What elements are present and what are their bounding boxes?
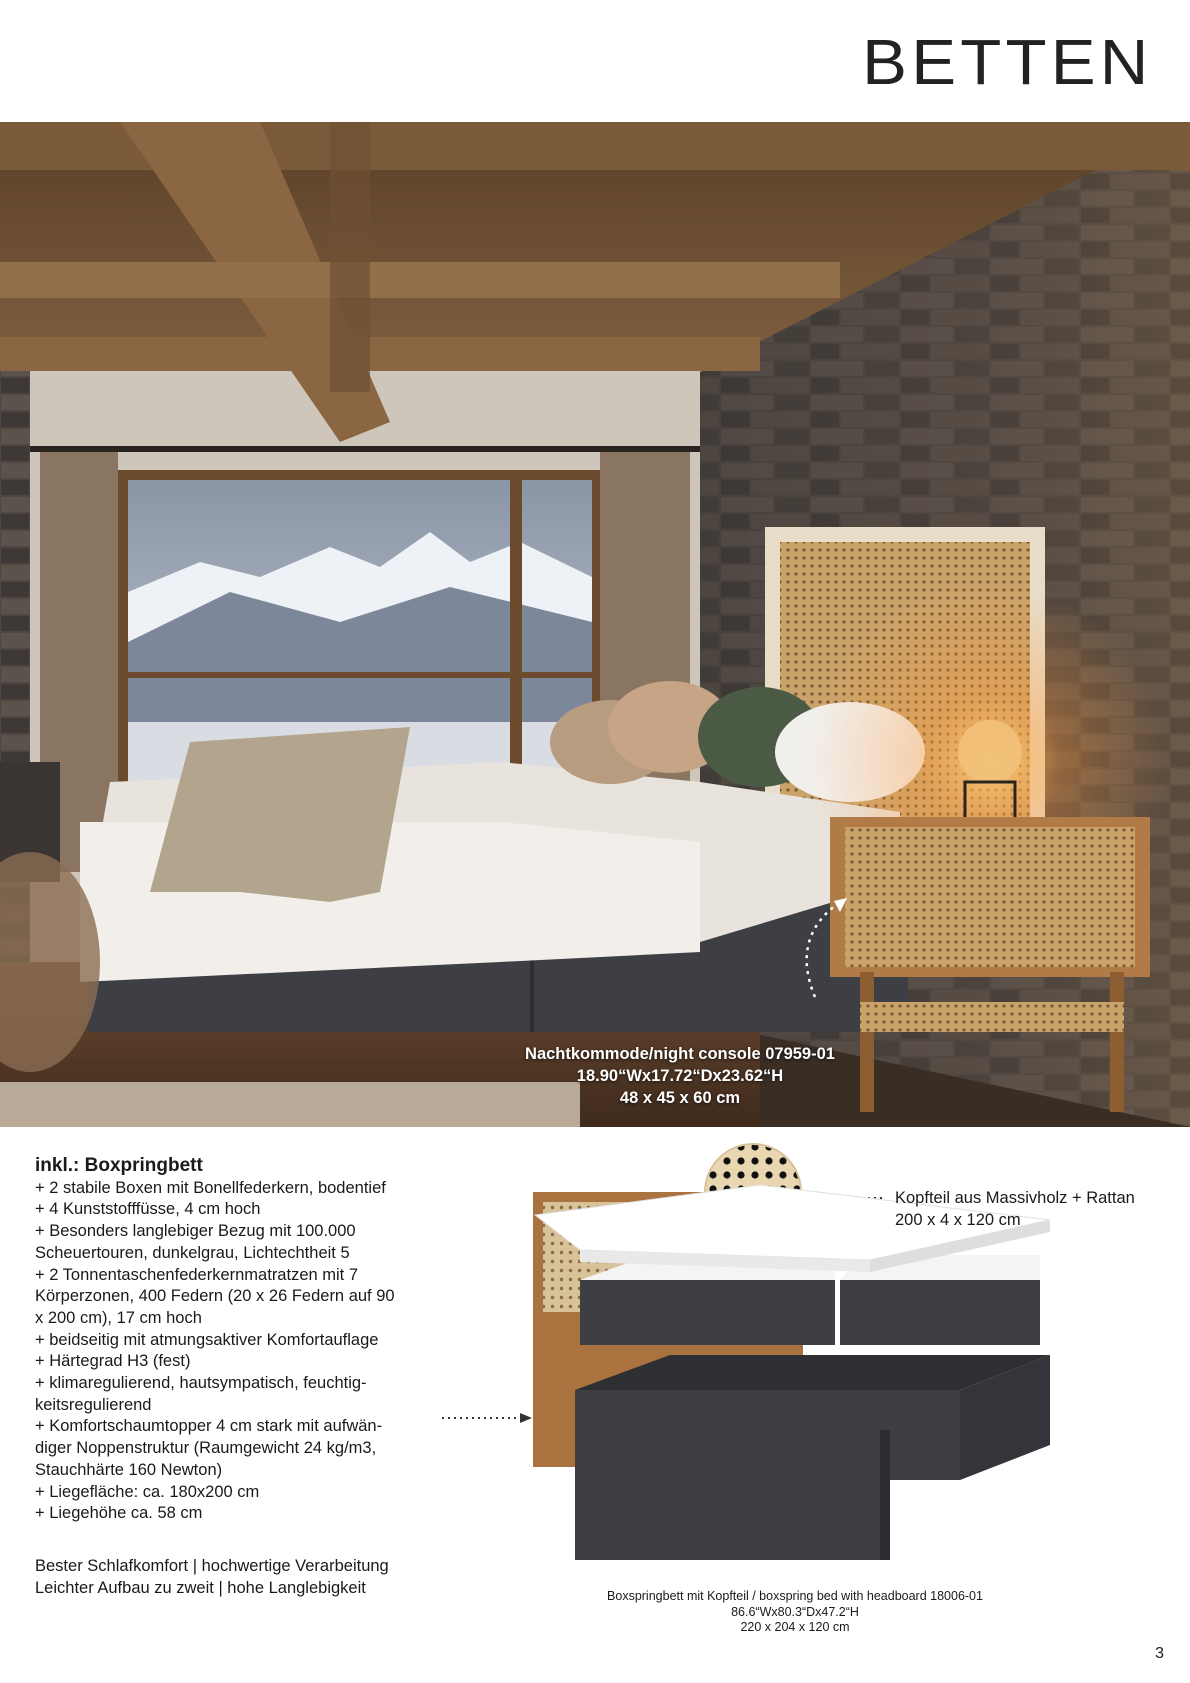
hero-bedroom-photo [0,122,1190,1127]
nightstand-caption [470,1043,890,1109]
bedroom-scene-image [0,122,1190,1127]
spec-item: + 2 stabile Boxen mit Bonellfederkern, bodentief [35,1178,386,1197]
spec-title: inkl.: Boxpringbett [35,1155,203,1176]
boxspring-caption-line: 86.6“Wx80.3“Dx47.2“H [731,1604,859,1619]
headboard-callout-line: Kopfteil aus Massivholz + Rattan [895,1189,1135,1207]
spec-item: + Liegehöhe ca. 58 cm [35,1504,203,1523]
spec-item: + Liegefläche: ca. 180x200 cm [35,1482,260,1501]
spec-item: + 4 Kunststofffüsse, 4 cm hoch [35,1200,261,1219]
headboard-callout-line: 200 x 4 x 120 cm [895,1211,1021,1229]
nightstand-caption-line: 48 x 45 x 60 cm [619,1089,741,1107]
page-title: BETTEN [861,26,1152,98]
headboard-callout [895,1187,1165,1231]
spec-list [35,1155,445,1525]
spec-item: + beidseitig mit atmungsaktiver Komfortauflage [35,1330,379,1349]
spec-item: + klimaregulierend, hautsympatisch, feuchtig- keitsregulierend [35,1374,367,1414]
spec-item: + 2 Tonnentaschenfederkernmatratzen mit 7 Körperzonen, 400 Federn (20 x 26 Federn auf 90 x 200 cm), 17 cm hoch [35,1265,395,1327]
slogan [35,1555,465,1599]
boxspring-caption-line: 220 x 204 x 120 cm [740,1620,850,1634]
spec-item: + Besonders langlebiger Bezug mit 100.000 Scheuertouren, dunkelgrau, Lichtechtheit 5 [35,1222,356,1262]
boxspring-caption-line: Boxspringbett mit Kopfteil / boxspring bed with headboard 18006-01 [607,1589,983,1603]
boxspring-caption [540,1589,1050,1636]
spec-item: + Härtegrad H3 (fest) [35,1352,191,1371]
page-number: 3 [1155,1645,1164,1662]
nightstand-caption-line: Nachtkommode/night console 07959-01 [525,1045,835,1063]
slogan-line: Bester Schlafkomfort | hochwertige Verarbeitung [35,1557,389,1575]
nightstand-caption-line: 18.90“Wx17.72“Dx23.62“H [576,1067,784,1085]
spec-item: + Komfortschaumtopper 4 cm stark mit aufwän- diger Noppenstruktur (Raumgewicht 24 kg/m3, Stauchhärte 160 Newton) [35,1417,383,1479]
slogan-line: Leichter Aufbau zu zweit | hohe Langlebigkeit [35,1579,366,1597]
